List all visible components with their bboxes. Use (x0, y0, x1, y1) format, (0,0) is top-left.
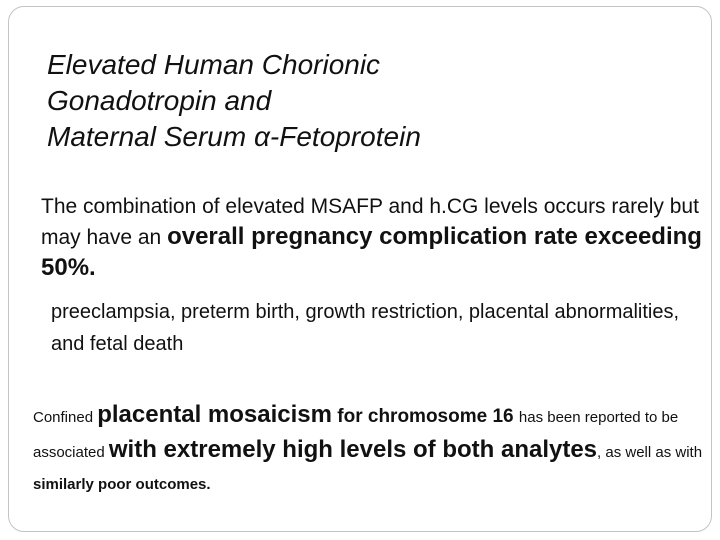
slide-frame (8, 6, 712, 532)
title-line-3: Maternal Serum α-Fetoprotein (47, 121, 421, 152)
para2-bold-2: with extremely high levels of both analytes (108, 436, 598, 463)
para2-small-bold: similarly poor outcomes. (33, 476, 211, 493)
title-line-2: Gonadotropin and (47, 85, 272, 116)
para2-text-2: has been reported to be associated (33, 409, 679, 461)
para2-bold-1: placental mosaicism (97, 401, 332, 428)
mosaicism-paragraph (33, 399, 713, 501)
para2-mid-1: for chromosome 16 (332, 406, 519, 427)
para2-text-3: , as well as with (597, 444, 703, 461)
title-line-1: Elevated Human Chorionic (47, 49, 381, 80)
summary-paragraph (41, 192, 711, 284)
summary-bold-text: overall pregnancy complication rate exceeding 50%. (41, 223, 702, 281)
slide-title (47, 47, 421, 155)
para2-text-1: Confined (33, 409, 98, 426)
summary-text: The combination of elevated MSAFP and h.CG levels occurs rarely but may have an (41, 195, 699, 249)
outcomes-list-text: preeclampsia, preterm birth, growth restriction, placental abnormalities, and fetal death (51, 301, 680, 355)
